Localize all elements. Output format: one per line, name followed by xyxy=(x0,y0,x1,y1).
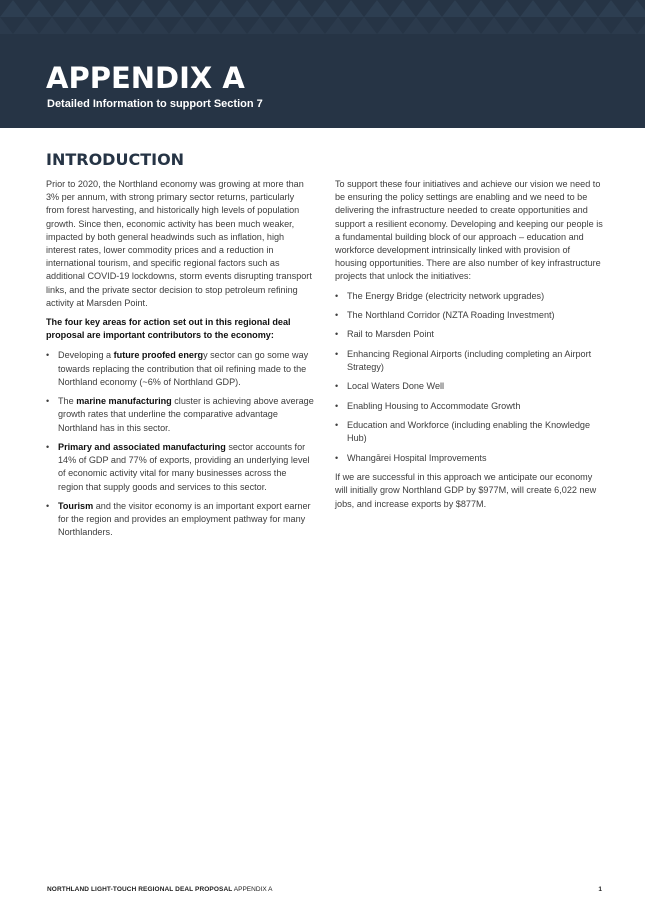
page-subtitle: Detailed Information to support Section 7 xyxy=(47,98,263,110)
list-item-text: The xyxy=(58,396,77,407)
pattern-triangle xyxy=(169,17,195,34)
pattern-triangle xyxy=(390,0,416,17)
list-item-text: The Energy Bridge (electricity network upgrades) xyxy=(347,290,545,301)
list-item-text: Enabling Housing to Accommodate Growth xyxy=(347,400,521,411)
pattern-triangle xyxy=(234,0,260,17)
triangle-pattern-decoration xyxy=(0,0,645,34)
pattern-triangle xyxy=(0,17,13,34)
pattern-triangle xyxy=(195,17,221,34)
bullet-icon: • xyxy=(46,501,50,512)
pattern-triangle xyxy=(143,17,169,34)
pattern-triangle xyxy=(416,0,442,17)
right-column xyxy=(335,178,603,517)
list-item xyxy=(335,328,603,341)
list-item xyxy=(335,400,603,413)
pattern-triangle xyxy=(299,17,325,34)
section-heading: INTRODUCTION xyxy=(46,150,185,169)
list-item-emphasis: future proofed energ xyxy=(113,350,204,361)
pattern-triangle xyxy=(247,17,273,34)
footer-document-title: NORTHLAND LIGHT-TOUCH REGIONAL DEAL PROPOSAL xyxy=(47,886,233,893)
list-item xyxy=(46,395,314,435)
intro-paragraph: Prior to 2020, the Northland economy was growing at more than 3% per annum, with strong primary sector returns, particularly from forest harvesting, and historically high levels of population growth. Since then, economic activity has been much weaker, impacted by both general headwinds such as inflation, high interest rates, lower commodity prices and a reduction in international tourism, and specific regional factors such as additional COVID-19 lockdowns, storm events disrupting transport links, and the private sector decision to stop petroleum refining activity at Marsden Point. xyxy=(46,179,312,308)
page-number: 1 xyxy=(598,886,602,893)
bullet-icon: • xyxy=(335,381,339,392)
pattern-triangle xyxy=(221,17,247,34)
list-item-text: Whangārei Hospital Improvements xyxy=(347,452,487,463)
pattern-triangle xyxy=(377,17,403,34)
bullet-icon: • xyxy=(46,442,50,453)
pattern-triangle xyxy=(611,17,637,34)
list-item-text: Rail to Marsden Point xyxy=(347,329,434,340)
pattern-triangle xyxy=(351,17,377,34)
list-item-emphasis: marine manufacturing xyxy=(76,396,172,407)
list-item xyxy=(335,380,603,393)
pattern-triangle xyxy=(117,17,143,34)
list-item xyxy=(335,290,603,303)
pattern-triangle xyxy=(468,0,494,17)
bullet-icon: • xyxy=(46,396,50,407)
appendix-header-banner xyxy=(0,0,645,128)
list-item xyxy=(46,500,314,540)
list-item-text: sector accounts for 14% of GDP and 77% of exports, providing an underlying level of economic activity vital for many businesses across the region that supply goods and services to this sector. xyxy=(58,442,310,492)
pattern-triangle xyxy=(598,0,624,17)
key-areas-lead: The four key areas for action set out in this regional deal proposal are important contributors to the economy: xyxy=(46,317,291,341)
page-title: APPENDIX A xyxy=(46,61,245,95)
list-item xyxy=(335,348,603,374)
list-item-emphasis: Primary and associated manufacturing xyxy=(58,442,226,453)
list-item-text: Developing a xyxy=(58,350,114,361)
list-item xyxy=(335,419,603,445)
bullet-icon: • xyxy=(335,290,339,301)
list-item-text: cluster is achieving above average growth rates that underline the comparative advantage Northland has in this sector. xyxy=(58,396,314,433)
pattern-triangle xyxy=(78,0,104,17)
pattern-triangle xyxy=(442,0,468,17)
footer-section: APPENDIX A xyxy=(233,886,273,893)
pattern-triangle xyxy=(26,0,52,17)
pattern-triangle xyxy=(208,0,234,17)
pattern-triangle xyxy=(429,17,455,34)
bullet-icon: • xyxy=(335,452,339,463)
list-item-text: y sector can go some way towards replacing the contribution that oil refining made to the Northland economy (~6% of Northland GDP). xyxy=(58,350,309,387)
list-item-text: Enhancing Regional Airports (including completing an Airport Strategy) xyxy=(347,348,592,372)
pattern-triangle xyxy=(0,0,26,17)
list-item-emphasis: Tourism xyxy=(58,501,94,512)
bullet-icon: • xyxy=(335,400,339,411)
pattern-triangle xyxy=(572,0,598,17)
pattern-triangle xyxy=(325,17,351,34)
list-item xyxy=(335,452,603,465)
infrastructure-list xyxy=(335,290,603,465)
pattern-triangle xyxy=(533,17,559,34)
pattern-triangle xyxy=(130,0,156,17)
pattern-triangle xyxy=(182,0,208,17)
bullet-icon: • xyxy=(335,329,339,340)
bullet-icon: • xyxy=(46,350,50,361)
bullet-icon: • xyxy=(335,310,339,321)
outcomes-paragraph: If we are successful in this approach we anticipate our economy will initially grow Northland GDP by $977M, will create 6,022 new jobs, and increase exports by $877M. xyxy=(335,472,597,509)
pattern-triangle xyxy=(403,17,429,34)
pattern-triangle xyxy=(39,17,65,34)
list-item xyxy=(46,441,314,494)
pattern-triangle xyxy=(286,0,312,17)
pattern-triangle xyxy=(546,0,572,17)
pattern-triangle xyxy=(637,17,645,34)
list-item xyxy=(335,309,603,322)
bullet-icon: • xyxy=(335,420,339,431)
pattern-triangle xyxy=(494,0,520,17)
list-item-text: Local Waters Done Well xyxy=(347,381,445,392)
pattern-triangle xyxy=(312,0,338,17)
list-item xyxy=(46,349,314,389)
pattern-triangle xyxy=(585,17,611,34)
pattern-triangle xyxy=(364,0,390,17)
pattern-triangle xyxy=(91,17,117,34)
list-item-text: The Northland Corridor (NZTA Roading Investment) xyxy=(347,310,555,321)
pattern-triangle xyxy=(104,0,130,17)
pattern-triangle xyxy=(13,17,39,34)
initiatives-paragraph: To support these four initiatives and achieve our vision we need to be ensuring the policy settings are enabling and we need to be delivering the infrastructure needed to create opportunities and support a resilient economy. Developing and keeping our people is a fundamental building block of our approach – education and workforce development intrinsically linked with provision of housing opportunities. There are also number of key infrastructure projects that unlock the initiatives: xyxy=(335,179,603,282)
pattern-triangle xyxy=(52,0,78,17)
pattern-triangle xyxy=(559,17,585,34)
pattern-triangle xyxy=(156,0,182,17)
pattern-triangle xyxy=(520,0,546,17)
pattern-triangle xyxy=(260,0,286,17)
key-areas-list xyxy=(46,349,314,539)
pattern-triangle xyxy=(507,17,533,34)
list-item-text: and the visitor economy is an important export earner for the region and provides an employment pathway for many Northlanders. xyxy=(58,501,311,538)
page-footer xyxy=(47,885,602,894)
pattern-triangle xyxy=(481,17,507,34)
bullet-icon: • xyxy=(335,348,339,359)
list-item-text: Education and Workforce (including enabling the Knowledge Hub) xyxy=(347,420,590,444)
pattern-triangle xyxy=(273,17,299,34)
pattern-triangle xyxy=(65,17,91,34)
left-column xyxy=(46,178,314,546)
pattern-triangle xyxy=(455,17,481,34)
pattern-triangle xyxy=(338,0,364,17)
pattern-triangle xyxy=(624,0,645,17)
